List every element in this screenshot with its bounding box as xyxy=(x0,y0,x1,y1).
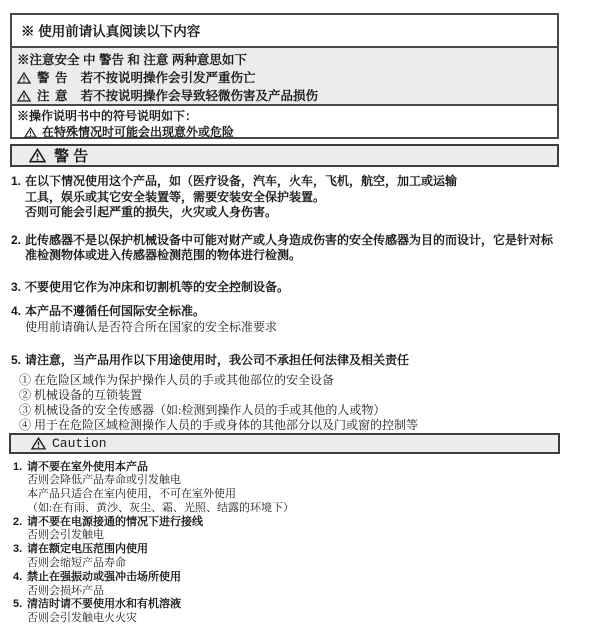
caution-item xyxy=(13,516,595,544)
warning-text: 请注意，当产品用作以下用途使用时，我公司不承担任何法律及相关责任 xyxy=(25,353,410,367)
warning-line xyxy=(11,280,595,296)
caution-detail-line: 否则会损坏产品 xyxy=(27,584,104,597)
warning-note-line: 使用前请确认是否符合所在国家的安全标准要求 xyxy=(25,319,278,334)
warning-item xyxy=(11,353,595,433)
warning-list xyxy=(11,174,595,433)
caution-detail-line: 否则会缩短产品寿命 xyxy=(27,557,126,570)
warning-section-header xyxy=(10,144,559,167)
warning-text: 此传感器不是以保护机械设备中可能对财产或人身造成伤害的安全传感器为目的而设计，它是针对标 xyxy=(25,232,554,247)
warning-subitem: ③ 机械设备的安全传感器（如:检测到操作人员的手或其他的人或物） xyxy=(19,402,386,417)
caution-item xyxy=(13,543,595,571)
caution-title: 禁止在强振动或强冲击场所使用 xyxy=(27,570,181,583)
read-before-use-text: ※ 使用前请认真阅读以下内容 xyxy=(21,24,201,39)
warning-triangle-icon xyxy=(29,148,46,163)
caution-list xyxy=(13,461,595,627)
caution-item xyxy=(13,571,595,599)
item-number: 4. xyxy=(13,570,23,583)
caution-title-line xyxy=(13,598,595,612)
warning-item xyxy=(11,280,595,296)
warning-item xyxy=(11,304,595,335)
caution-detail-line: 本产品只适合在室内使用，不可在室外使用 xyxy=(27,488,236,501)
caution-title-line xyxy=(13,571,595,585)
caution-title: 请不要在电源接通的情况下进行接线 xyxy=(27,515,203,528)
warning-label: 警 告 xyxy=(37,71,69,85)
warning-line: 准检测物体或进入传感器检测范围的物体进行检测。 xyxy=(25,248,302,262)
warning-text: 不要使用它作为冲床和切割机等的安全控制设备。 xyxy=(25,279,290,294)
notice-region xyxy=(10,13,559,167)
caution-title-line xyxy=(13,543,595,557)
warning-meaning-row xyxy=(17,69,551,87)
symbol-explanation-text: 在特殊情况时可能会出现意外或危险 xyxy=(42,125,235,139)
caution-title-line xyxy=(13,461,595,475)
warning-subitem: ④ 用于在危险区域检测操作人员的手或身体的其他部分以及门或窗的控制等 xyxy=(19,417,419,432)
caution-detail-line: 否则会引发触电 xyxy=(27,529,104,542)
safety-meanings-box xyxy=(10,46,559,106)
warning-triangle-icon xyxy=(17,90,31,102)
caution-section-header xyxy=(9,433,560,454)
caution-meaning-text: 若不按说明操作会导致轻微伤害及产品损伤 xyxy=(80,89,318,103)
item-number: 5. xyxy=(13,598,23,611)
warning-line xyxy=(11,233,595,249)
warning-line xyxy=(11,174,595,190)
item-number: 5. xyxy=(11,353,22,367)
caution-item xyxy=(13,598,595,626)
caution-detail-line: 否则会引发触电火火灾 xyxy=(27,612,137,625)
warning-triangle-icon xyxy=(31,437,46,450)
warning-line: 工具，娱乐或其它安全装置等，需要安装安全保护装置。 xyxy=(25,189,326,204)
item-number: 4. xyxy=(11,304,22,318)
caution-title-line xyxy=(13,516,595,530)
caution-title: 清洁时请不要使用水和有机溶液 xyxy=(27,598,181,611)
warning-subitem: ① 在危险区域作为保护操作人员的手或其他部位的安全设备 xyxy=(19,372,335,387)
warning-text: 本产品不遵循任何国际安全标准。 xyxy=(25,304,206,318)
warning-text: 在以下情况使用这个产品，如（医疗设备，汽车，火车，飞机，航空，加工或运输 xyxy=(25,174,458,188)
safety-meanings-intro: ※注意安全 中 警告 和 注意 两种意思如下 xyxy=(17,53,247,67)
symbol-explanation-row xyxy=(24,124,551,140)
warning-subitem-list xyxy=(11,373,595,433)
caution-label: 注 意 xyxy=(37,89,69,103)
warning-item xyxy=(11,233,595,264)
caution-title: 请在额定电压范围内使用 xyxy=(27,543,148,556)
warning-subitem: ② 机械设备的互锁装置 xyxy=(19,387,143,402)
warning-triangle-icon xyxy=(24,127,37,138)
caution-item xyxy=(13,461,595,516)
warning-line xyxy=(11,304,595,320)
caution-title: 请不要在室外使用本产品 xyxy=(27,460,148,473)
caution-meaning-row xyxy=(17,87,551,105)
item-number: 2. xyxy=(11,232,22,247)
read-before-use-box xyxy=(10,13,559,48)
warning-item xyxy=(11,174,595,221)
caution-detail-line: 否则会降低产品寿命或引发触电 xyxy=(27,474,181,487)
item-number: 2. xyxy=(13,515,23,528)
symbol-explanation-box xyxy=(10,104,559,139)
warning-header-text: 警 告 xyxy=(54,148,89,165)
warning-meaning-text: 若不按说明操作会引发严重伤亡 xyxy=(80,71,256,85)
caution-header-text: Caution xyxy=(52,435,107,451)
item-number: 3. xyxy=(13,543,23,556)
caution-detail-line: （如:在有雨、黄沙、灰尘、霜、光照、结露的环境下） xyxy=(27,501,295,514)
warning-triangle-icon xyxy=(17,72,31,84)
item-number: 1. xyxy=(11,174,22,188)
warning-line: 否则可能会引起严重的损失，火灾或人身伤害。 xyxy=(25,205,278,219)
item-number: 1. xyxy=(13,460,23,473)
symbol-explanation-intro: ※操作说明书中的符号说明如下： xyxy=(17,109,198,123)
item-number: 3. xyxy=(11,279,22,294)
warning-line xyxy=(11,353,595,369)
